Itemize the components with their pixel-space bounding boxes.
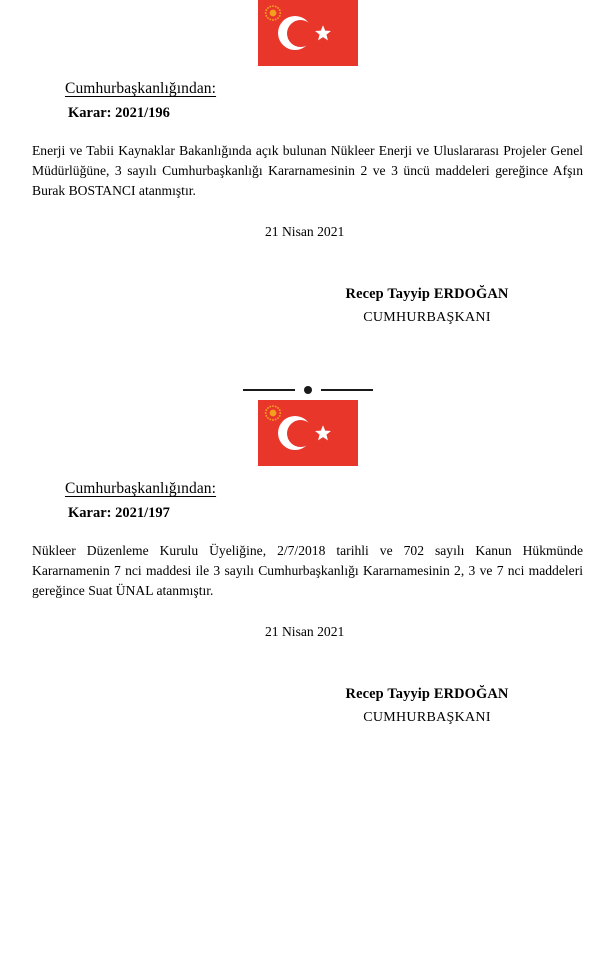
signer-name-2: Recep Tayyip ERDOĞAN <box>345 685 509 702</box>
decree-date-1: 21 Nisan 2021 <box>265 223 345 239</box>
turkish-presidential-flag-icon <box>258 0 358 66</box>
flag-container <box>0 0 616 66</box>
issuing-authority-line-2 <box>0 466 616 498</box>
decision-number-2: Karar: 2021/197 <box>68 505 170 522</box>
five-pointed-star-icon <box>314 424 332 442</box>
divider-rule-right <box>321 389 373 391</box>
decree-body-2: Nükleer Düzenleme Kurulu Üyeliğine, 2/7/2018 tarihli ve 702 sayılı Kanun Hükmünde Kararnamenin 7 nci maddesi ile 3 sayılı Cumhurbaşkanlığı Kararnamesinin 2, 3 ve 7 nci maddeleri gereğince Suat ÜNAL atanmıştır. <box>32 542 583 598</box>
presidential-sun-emblem-icon <box>264 4 282 22</box>
decree-body-1: Enerji ve Tabii Kaynaklar Bakanlığında açık bulunan Nükleer Enerji ve Uluslararası Projeler Genel Müdürlüğüne, 3 sayılı Cumhurbaşkanlığı Kararnamesinin 2 ve 3 üncü maddeleri gereğince Afşın Burak BOSTANCI atanmıştır. <box>32 142 583 198</box>
section-divider <box>0 386 616 394</box>
crescent-inner-cutout <box>287 20 314 47</box>
signer-title-1: CUMHURBAŞKANI <box>363 309 491 325</box>
signer-name-1: Recep Tayyip ERDOĞAN <box>345 285 509 302</box>
decision-number-1: Karar: 2021/196 <box>68 105 170 122</box>
signature-block-2 <box>0 641 616 728</box>
signature-block-1 <box>0 241 616 328</box>
flag-container <box>0 400 616 466</box>
presidential-sun-emblem-icon <box>264 404 282 422</box>
divider-rule-left <box>243 389 295 391</box>
signer-title-2: CUMHURBAŞKANI <box>363 709 491 725</box>
issuing-authority-label: Cumhurbaşkanlığından: <box>65 80 217 97</box>
decree-date-2: 21 Nisan 2021 <box>265 623 345 639</box>
issuing-authority-line-1 <box>0 66 616 98</box>
divider-dot-icon <box>304 386 312 394</box>
issuing-authority-label: Cumhurbaşkanlığından: <box>65 480 217 497</box>
turkish-presidential-flag-icon <box>258 400 358 466</box>
decree-section-2 <box>0 400 616 728</box>
decree-section-1 <box>0 0 616 328</box>
crescent-inner-cutout <box>287 420 314 447</box>
five-pointed-star-icon <box>314 24 332 42</box>
